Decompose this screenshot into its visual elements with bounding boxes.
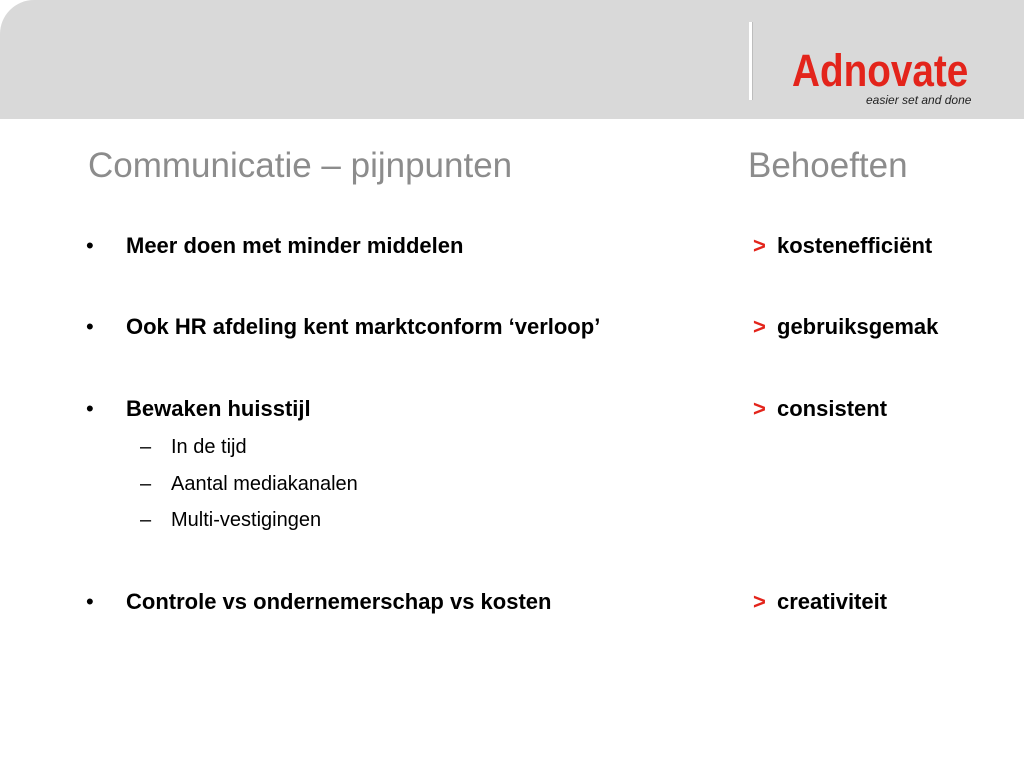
dash-icon: –	[140, 473, 152, 495]
need-text: gebruiksgemak	[777, 314, 939, 339]
dash-icon: –	[140, 509, 152, 531]
sub-item-text: Aantal mediakanalen	[171, 473, 358, 495]
arrow-icon: >	[753, 314, 766, 339]
bullet-item	[0, 393, 1024, 425]
header-divider	[749, 22, 752, 100]
arrow-icon: >	[753, 589, 766, 614]
bullet-icon: •	[86, 233, 94, 258]
need-text: creativiteit	[777, 589, 888, 614]
need-text: consistent	[777, 396, 888, 421]
sub-item-text: In de tijd	[171, 436, 247, 458]
title-pain-points: Communicatie – pijnpunten	[88, 146, 513, 185]
bullet-icon: •	[86, 396, 94, 421]
arrow-icon: >	[753, 233, 766, 258]
sub-item	[0, 434, 1024, 460]
dash-icon: –	[140, 436, 152, 458]
bullet-item	[0, 586, 1024, 618]
sub-item	[0, 507, 1024, 533]
bullet-icon: •	[86, 314, 94, 339]
sub-item	[0, 471, 1024, 497]
pain-point-text: Controle vs ondernemerschap vs kosten	[126, 589, 552, 614]
sub-item-text: Multi-vestigingen	[171, 509, 322, 531]
title-needs: Behoeften	[748, 146, 908, 185]
bullet-icon: •	[86, 589, 94, 614]
logo-tagline: easier set and done	[866, 93, 972, 107]
pain-point-text: Meer doen met minder middelen	[126, 233, 464, 258]
bullet-item	[0, 311, 1024, 343]
arrow-icon: >	[753, 396, 766, 421]
need-text: kostenefficiënt	[777, 233, 933, 258]
bullet-item	[0, 230, 1024, 262]
logo-wordmark: Adnovate	[792, 45, 969, 96]
pain-point-text: Bewaken huisstijl	[126, 396, 311, 421]
logo	[790, 40, 1010, 112]
pain-point-text: Ook HR afdeling kent marktconform ‘verloop’	[126, 314, 601, 339]
